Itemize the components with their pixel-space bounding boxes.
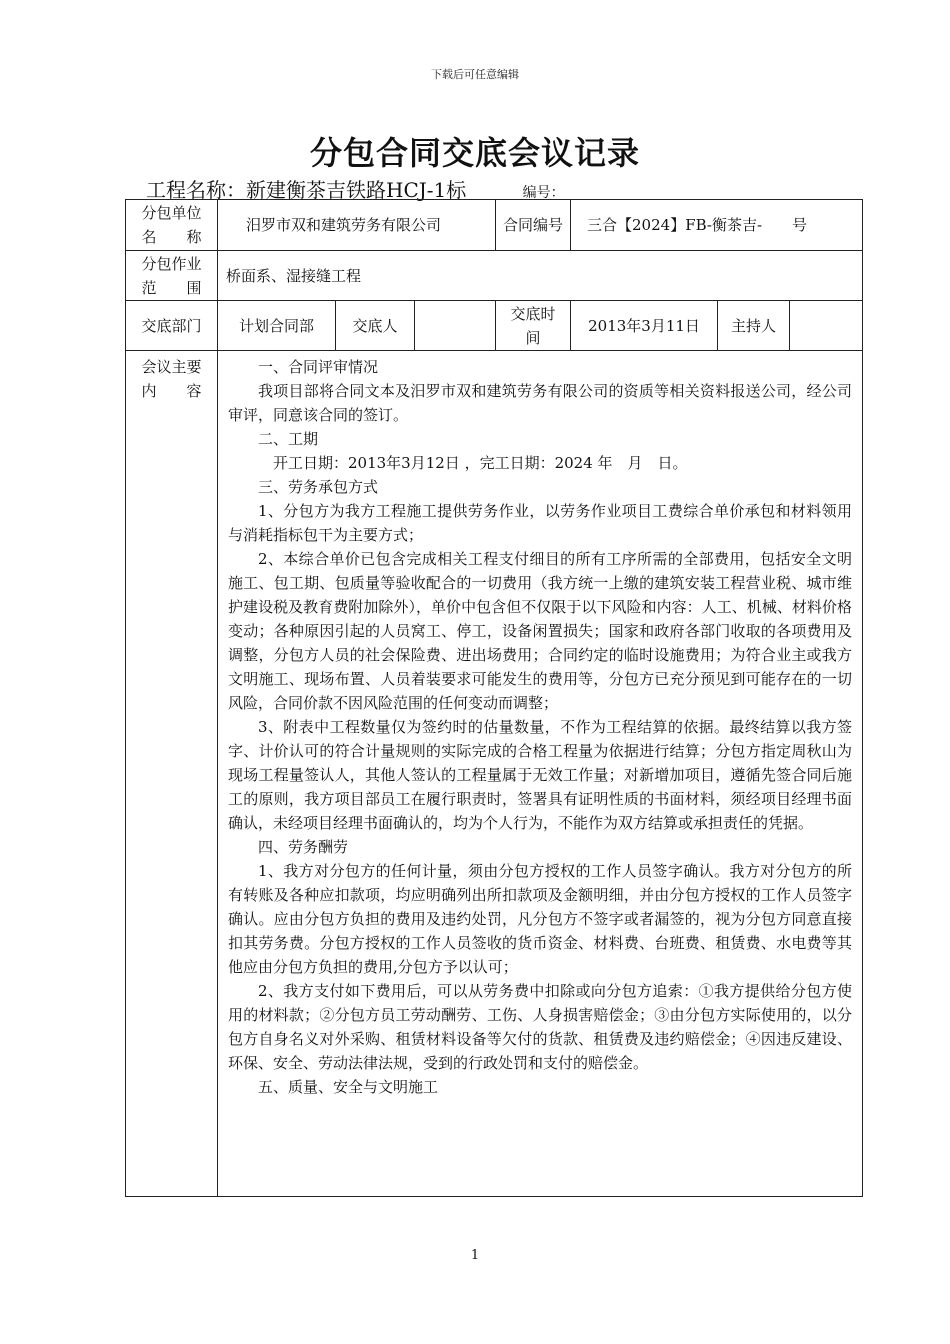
- project-name-value: 新建衡茶吉铁路HCJ-1标: [246, 178, 467, 202]
- dept-value: 计划合同部: [218, 301, 336, 351]
- content-label: [126, 351, 218, 1197]
- section-heading-5: 五、质量、安全与文明施工: [258, 1078, 439, 1096]
- scope-label: [126, 251, 218, 301]
- briefing-row: [126, 301, 863, 351]
- header-note: 下载后可任意编辑: [431, 68, 519, 81]
- document-title: 分包合同交底会议记录: [309, 134, 640, 172]
- subcontractor-label-line1: 分包单位: [141, 204, 202, 222]
- subcontractor-row: [126, 200, 863, 251]
- subcontractor-label-line2: 名 称: [141, 228, 202, 246]
- subcontractor-value: 汨罗市双和建筑劳务有限公司: [218, 200, 496, 251]
- scope-row: [126, 251, 863, 301]
- section-heading-4: 四、劳务酬劳: [258, 838, 349, 856]
- section-1-paragraph-1: 我项目部将合同文本及汨罗市双和建筑劳务有限公司的资质等相关资料报送公司，经公司审评，同意该合同的签订。: [228, 382, 853, 424]
- scope-value: 桥面系、湿接缝工程: [218, 251, 863, 301]
- briefer-label: 交底人: [336, 301, 415, 351]
- project-number-label: 编号：: [522, 185, 565, 201]
- host-value: [790, 301, 863, 351]
- contract-no-label: 合同编号: [496, 200, 571, 251]
- content-label-line1: 会议主要: [141, 358, 202, 376]
- content-label-line2: 内 容: [141, 382, 202, 400]
- dept-label: 交底部门: [126, 301, 218, 351]
- section-4-paragraph-1: 1、我方对分包方的任何计量，须由分包方授权的工作人员签字确认。我方对分包方的所有转账及各种应扣款项，均应明确列出所扣款项及金额明细，并由分包方授权的工作人员签字确认。应由分包方负担的费用及违约处罚，凡分包方不签字或者漏签的，视为分包方同意直接扣其劳务费。分包方授权的工作人员签收的货币资金、材料费、台班费、租赁费、水电费等其他应由分包方负担的费用,分包方予以认可；: [228, 862, 853, 976]
- time-label: [496, 301, 571, 351]
- meeting-content: [218, 351, 863, 1197]
- time-label-line1: 交底时: [510, 304, 556, 323]
- meeting-record-table: [125, 199, 863, 1197]
- section-3-paragraph-1: 1、分包方为我方工程施工提供劳务作业，以劳务作业项目工费综合单价承包和材料领用与消耗指标包干为主要方式；: [228, 502, 853, 544]
- briefer-value: [415, 301, 496, 351]
- subcontractor-label: [126, 200, 218, 251]
- section-heading-3: 三、劳务承包方式: [258, 478, 379, 496]
- scope-label-line1: 分包作业: [141, 254, 202, 273]
- section-heading-2: 二、工期: [258, 430, 319, 448]
- project-name-label: 工程名称：: [146, 178, 246, 202]
- page-number: 1: [470, 1248, 480, 1263]
- section-3-paragraph-2: 2、本综合单价已包含完成相关工程支付细目的所有工序所需的全部费用，包括安全文明施工、包工期、包质量等验收配合的一切费用（我方统一上缴的建筑安装工程营业税、城市维护建设税及教育费附加除外），单价中包含但不仅限于以下风险和内容：人工、机械、材料价格变动；各种原因引起的人员窝工、停工，设备闲置损失；国家和政府各部门收取的各项费用及调整，分包方人员的社会保险费、进出场费用；合同约定的临时设施费用；为符合业主或我方文明施工、现场布置、人员着装要求可能发生的费用等，分包方已充分预见到可能存在的一切风险，合同价款不因风险范围的任何变动而调整；: [228, 550, 853, 712]
- host-label: 主持人: [718, 301, 790, 351]
- time-value: 2013年3月11日: [571, 301, 718, 351]
- section-4-paragraph-2: 2、我方支付如下费用后，可以从劳务费中扣除或向分包方追索：①我方提供给分包方使用的材料款；②分包方员工劳动酬劳、工伤、人身损害赔偿金；③由分包方实际使用的，以分包方自身名义对外采购、租赁材料设备等欠付的货款、租赁费及违约赔偿金；④因违反建设、环保、安全、劳动法律法规，受到的行政处罚和支付的赔偿金。: [228, 982, 853, 1072]
- content-row: [126, 351, 863, 1197]
- section-heading-1: 一、合同评审情况: [258, 358, 379, 376]
- contract-no-value: 三合【2024】FB-衡茶吉- 号: [571, 200, 863, 251]
- time-label-line2: 间: [525, 328, 541, 347]
- section-3-paragraph-3: 3、附表中工程数量仅为签约时的估量数量，不作为工程结算的依据。最终结算以我方签字、计价认可的符合计量规则的实际完成的合格工程量为依据进行结算；分包方指定周秋山为现场工程量签认人，其他人签认的工程量属于无效工作量；对新增加项目，遵循先签合同后施工的原则，我方项目部员工在履行职责时，签署具有证明性质的书面材料，须经项目经理书面确认，未经项目经理书面确认的，均为个人行为，不能作为双方结算或承担责任的凭据。: [228, 718, 853, 832]
- scope-label-line2: 范 围: [141, 278, 202, 297]
- section-2-paragraph-1: 开工日期：2013年3月12日 ，完工日期：2024 年 月 日。: [273, 454, 688, 472]
